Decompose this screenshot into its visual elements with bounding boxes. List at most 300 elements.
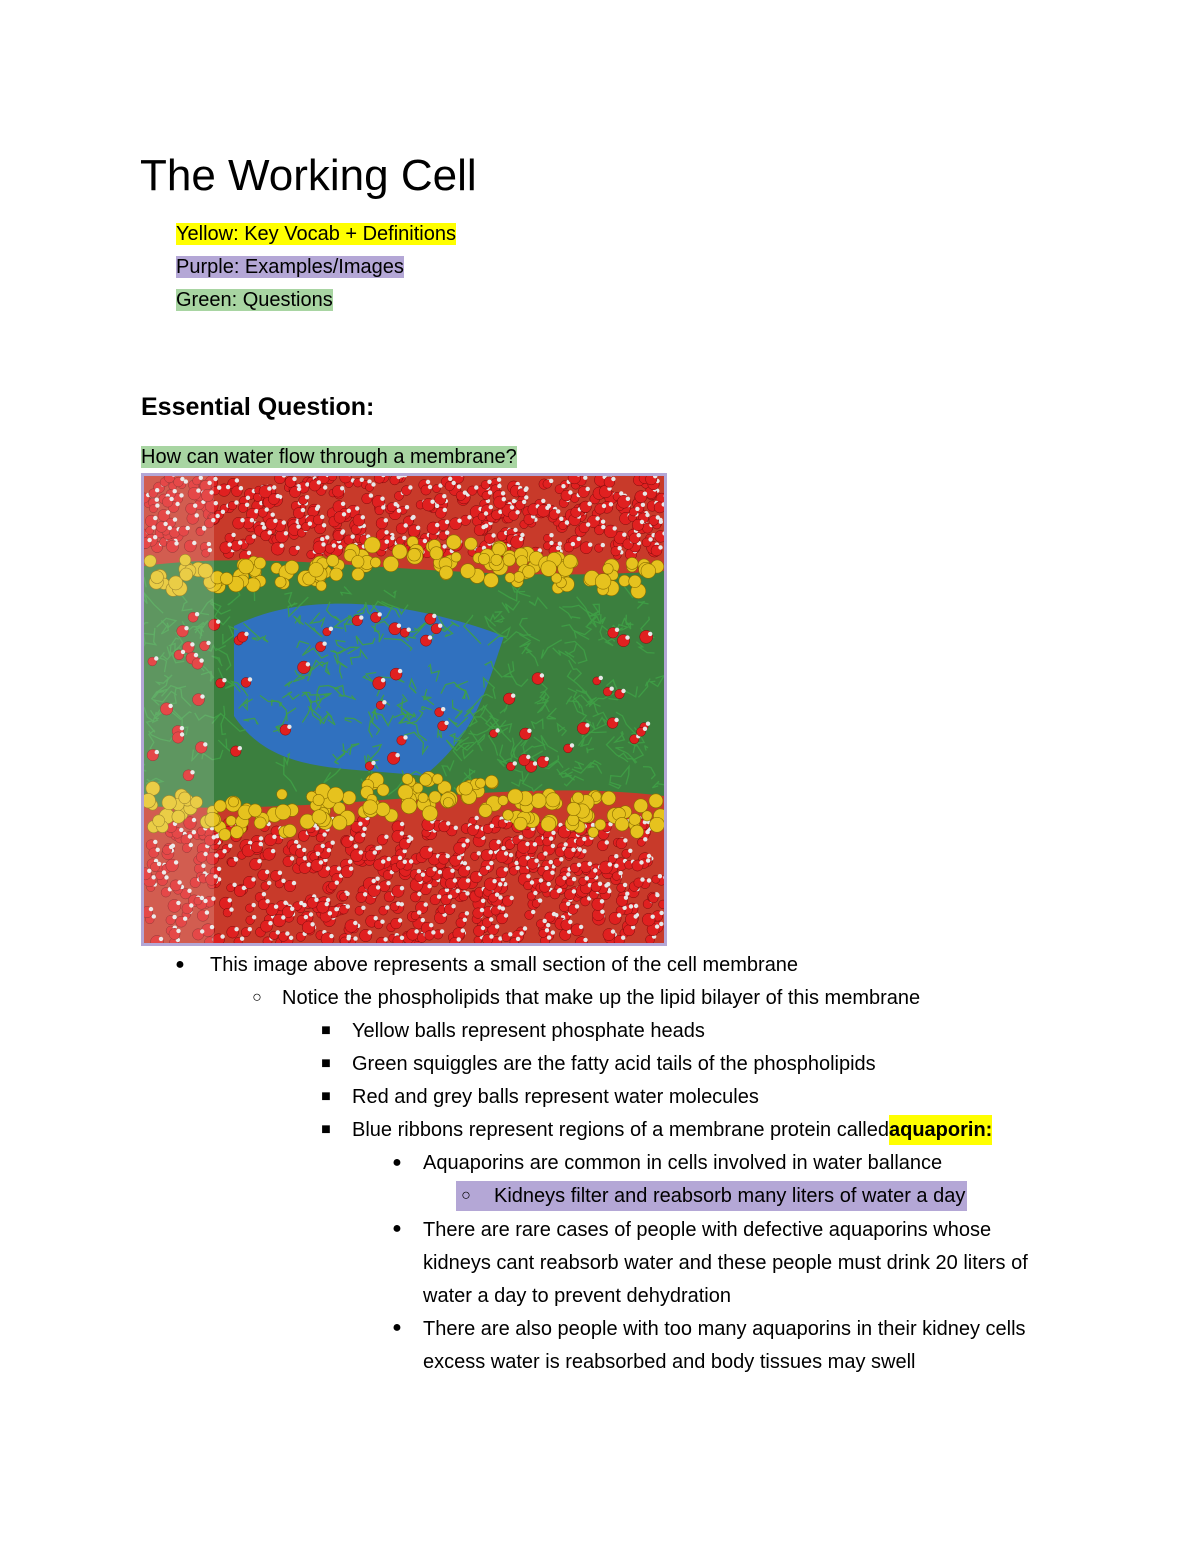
water-hydrogen <box>375 846 379 850</box>
list-item-text: Blue ribbons represent regions of a membrane protein called <box>352 1119 889 1141</box>
water-hydrogen <box>265 870 269 874</box>
water-hydrogen <box>513 761 517 765</box>
water-hydrogen <box>549 541 553 545</box>
water-hydrogen <box>444 721 448 725</box>
water-hydrogen <box>489 917 493 921</box>
water-hydrogen <box>549 836 553 840</box>
water-hydrogen <box>601 520 605 524</box>
water-hydrogen <box>538 898 542 902</box>
essential-question-heading: Essential Question: <box>141 393 375 421</box>
water-hydrogen <box>341 502 345 506</box>
water-hydrogen <box>586 522 590 526</box>
water-hydrogen <box>382 700 386 704</box>
water-hydrogen <box>543 919 547 923</box>
phosphate-head <box>531 793 546 808</box>
water-hydrogen <box>634 914 638 918</box>
phosphate-head <box>432 774 442 784</box>
membrane-image <box>141 473 667 946</box>
water-hydrogen <box>571 848 575 852</box>
water-hydrogen <box>265 507 269 511</box>
water-hydrogen <box>601 543 605 547</box>
phosphate-head <box>603 564 614 575</box>
water-hydrogen <box>484 511 488 515</box>
water-hydrogen <box>486 866 490 870</box>
water-hydrogen <box>248 677 252 681</box>
list-item <box>175 950 799 980</box>
water-hydrogen <box>404 523 408 527</box>
water-hydrogen <box>588 862 592 866</box>
water-hydrogen <box>489 861 493 865</box>
water-hydrogen <box>305 495 309 499</box>
water-hydrogen <box>368 930 372 934</box>
water-hydrogen <box>325 902 329 906</box>
water-hydrogen <box>647 878 651 882</box>
water-hydrogen <box>398 856 402 860</box>
water-hydrogen <box>541 499 545 503</box>
list-item <box>252 983 921 1013</box>
phosphate-head <box>505 573 515 583</box>
phosphate-head <box>309 563 324 578</box>
water-hydrogen <box>659 520 663 524</box>
water-hydrogen <box>278 871 282 875</box>
water-hydrogen <box>398 918 402 922</box>
phosphate-head <box>313 794 324 805</box>
water-hydrogen <box>572 889 576 893</box>
water-hydrogen <box>549 860 553 864</box>
water-hydrogen <box>374 916 378 920</box>
water-hydrogen <box>659 911 663 915</box>
water-hydrogen <box>251 877 255 881</box>
water-hydrogen <box>465 839 469 843</box>
phosphate-head <box>514 817 527 830</box>
phosphate-head <box>440 566 453 579</box>
water-hydrogen <box>639 860 643 864</box>
water-hydrogen <box>345 892 349 896</box>
water-hydrogen <box>655 893 659 897</box>
water-hydrogen <box>385 540 389 544</box>
phosphate-head <box>275 577 286 588</box>
water-hydrogen <box>397 624 401 628</box>
phosphate-head <box>485 775 498 788</box>
water-hydrogen <box>308 522 312 526</box>
water-hydrogen <box>214 853 218 857</box>
water-hydrogen <box>585 876 589 880</box>
water-hydrogen <box>441 707 445 711</box>
water-hydrogen <box>562 876 566 880</box>
water-hydrogen <box>383 937 387 941</box>
water-hydrogen <box>301 508 305 512</box>
water-hydrogen <box>405 505 409 509</box>
water-hydrogen <box>655 924 659 928</box>
water-hydrogen <box>658 545 662 549</box>
water-hydrogen <box>564 842 568 846</box>
water-hydrogen <box>371 482 375 486</box>
water-hydrogen <box>621 689 625 693</box>
legend-purple <box>176 251 456 284</box>
water-hydrogen <box>282 520 286 524</box>
water-hydrogen <box>565 520 569 524</box>
water-hydrogen <box>519 835 523 839</box>
water-hydrogen <box>421 873 425 877</box>
water-hydrogen <box>427 884 431 888</box>
water-hydrogen <box>647 854 651 858</box>
water-hydrogen <box>490 824 494 828</box>
water-hydrogen <box>615 628 619 632</box>
water-hydrogen <box>618 546 622 550</box>
water-hydrogen <box>231 533 235 537</box>
phosphate-head <box>332 816 347 831</box>
phosphate-head <box>465 538 478 551</box>
phosphate-head <box>402 774 413 785</box>
bullet-square-icon: ■ <box>321 1088 331 1105</box>
water-hydrogen <box>623 883 627 887</box>
water-hydrogen <box>417 869 421 873</box>
water-hydrogen <box>497 478 501 482</box>
water-hydrogen <box>448 477 452 481</box>
water-hydrogen <box>545 757 549 761</box>
phosphate-head <box>563 554 577 568</box>
list-item <box>392 1214 1063 1313</box>
water-hydrogen <box>403 735 407 739</box>
water-hydrogen <box>582 849 586 853</box>
water-hydrogen <box>465 891 469 895</box>
water-hydrogen <box>635 507 639 511</box>
water-hydrogen <box>407 839 411 843</box>
water-hydrogen <box>624 896 628 900</box>
water-hydrogen <box>463 861 467 865</box>
water-hydrogen <box>380 497 384 501</box>
water-hydrogen <box>289 936 293 940</box>
water-hydrogen <box>451 904 455 908</box>
water-hydrogen <box>400 936 404 940</box>
water-hydrogen <box>501 846 505 850</box>
water-hydrogen <box>543 851 547 855</box>
water-hydrogen <box>659 922 663 926</box>
water-hydrogen <box>429 923 433 927</box>
water-hydrogen <box>423 539 427 543</box>
bullet-square-icon: ■ <box>321 1022 331 1039</box>
phosphate-head <box>461 564 476 579</box>
water-hydrogen <box>523 926 527 930</box>
water-hydrogen <box>228 844 232 848</box>
water-hydrogen <box>625 635 629 639</box>
water-hydrogen <box>457 485 461 489</box>
list-item-text: There are also people with too many aquaporins in their kidney cells excess water is reabsorbed and body tissues may swell <box>423 1318 1026 1373</box>
water-hydrogen <box>566 902 570 906</box>
water-hydrogen <box>409 859 413 863</box>
water-hydrogen <box>457 937 461 941</box>
phosphate-head <box>546 793 560 807</box>
water-hydrogen <box>634 904 638 908</box>
water-hydrogen <box>656 515 660 519</box>
water-hydrogen <box>322 523 326 527</box>
phosphate-head <box>254 557 266 569</box>
water-hydrogen <box>242 886 246 890</box>
image-haze <box>144 476 214 943</box>
water-hydrogen <box>495 893 499 897</box>
water-hydrogen <box>319 860 323 864</box>
water-hydrogen <box>474 485 478 489</box>
water-hydrogen <box>384 518 388 522</box>
water-hydrogen <box>544 866 548 870</box>
water-hydrogen <box>268 921 272 925</box>
phosphate-head <box>650 817 665 832</box>
list-item-text: Kidneys filter and reabsorb many liters of water a day <box>494 1185 966 1207</box>
water-hydrogen <box>435 523 439 527</box>
water-hydrogen <box>437 895 441 899</box>
water-hydrogen <box>320 537 324 541</box>
water-hydrogen <box>466 878 470 882</box>
water-hydrogen <box>349 837 353 841</box>
water-hydrogen <box>290 856 294 860</box>
water-hydrogen <box>373 850 377 854</box>
phosphate-head <box>283 824 296 837</box>
water-hydrogen <box>426 480 430 484</box>
water-hydrogen <box>637 533 641 537</box>
phosphate-head <box>370 557 380 567</box>
water-hydrogen <box>240 937 244 941</box>
water-hydrogen <box>658 874 662 878</box>
phosphate-head <box>352 556 364 568</box>
water-hydrogen <box>551 930 555 934</box>
legend-green-label: Green: Questions <box>176 289 333 311</box>
water-hydrogen <box>245 503 249 507</box>
water-hydrogen <box>222 678 226 682</box>
water-hydrogen <box>351 535 355 539</box>
phosphate-head <box>226 816 236 826</box>
water-hydrogen <box>338 545 342 549</box>
water-hydrogen <box>267 881 271 885</box>
phosphate-head <box>408 549 421 562</box>
phosphate-head <box>220 572 232 584</box>
water-hydrogen <box>547 935 551 939</box>
phosphate-head <box>327 555 339 567</box>
water-hydrogen <box>232 883 236 887</box>
bullet-disc-icon: ● <box>392 1220 402 1237</box>
water-hydrogen <box>568 490 572 494</box>
water-hydrogen <box>481 899 485 903</box>
water-hydrogen <box>608 862 612 866</box>
phosphate-head <box>316 581 326 591</box>
water-hydrogen <box>613 526 617 530</box>
phosphate-head <box>392 544 407 559</box>
water-hydrogen <box>438 870 442 874</box>
water-hydrogen <box>280 544 284 548</box>
water-hydrogen <box>265 899 269 903</box>
phosphate-head <box>363 800 378 815</box>
water-oxygen <box>655 531 664 543</box>
water-hydrogen <box>510 896 514 900</box>
water-hydrogen <box>283 901 287 905</box>
phosphate-head <box>503 554 516 567</box>
water-hydrogen <box>281 879 285 883</box>
water-hydrogen <box>342 512 346 516</box>
water-hydrogen <box>593 868 597 872</box>
water-hydrogen <box>240 518 244 522</box>
water-hydrogen <box>296 546 300 550</box>
water-hydrogen <box>604 883 608 887</box>
water-hydrogen <box>252 915 256 919</box>
phosphate-head <box>479 804 492 817</box>
phosphate-head <box>541 561 557 577</box>
water-hydrogen <box>398 669 402 673</box>
water-hydrogen <box>430 500 434 504</box>
water-hydrogen <box>533 761 537 765</box>
water-hydrogen <box>495 924 499 928</box>
phosphate-head <box>641 564 656 579</box>
phosphate-head <box>312 810 326 824</box>
water-hydrogen <box>643 492 647 496</box>
water-hydrogen <box>519 537 523 541</box>
water-hydrogen <box>274 905 278 909</box>
water-hydrogen <box>403 860 407 864</box>
water-hydrogen <box>259 842 263 846</box>
phosphate-head <box>377 784 389 796</box>
water-hydrogen <box>397 509 401 513</box>
water-hydrogen <box>456 889 460 893</box>
water-hydrogen <box>387 857 391 861</box>
water-hydrogen <box>488 490 492 494</box>
water-hydrogen <box>491 533 495 537</box>
water-hydrogen <box>556 546 560 550</box>
water-hydrogen <box>320 515 324 519</box>
water-hydrogen <box>369 493 373 497</box>
water-hydrogen <box>214 501 218 505</box>
water-hydrogen <box>384 835 388 839</box>
bullet-circle-icon: ○ <box>252 989 262 1006</box>
water-hydrogen <box>515 510 519 514</box>
water-hydrogen <box>446 854 450 858</box>
water-hydrogen <box>605 840 609 844</box>
water-hydrogen <box>551 831 555 835</box>
water-hydrogen <box>598 882 602 886</box>
water-hydrogen <box>417 910 421 914</box>
water-hydrogen <box>611 477 615 481</box>
water-hydrogen <box>353 921 357 925</box>
water-hydrogen <box>400 822 404 826</box>
water-hydrogen <box>557 889 561 893</box>
water-hydrogen <box>421 918 425 922</box>
phosphate-head <box>508 789 523 804</box>
phosphate-head <box>634 799 648 813</box>
phosphate-head <box>649 794 663 808</box>
water-hydrogen <box>525 842 529 846</box>
water-hydrogen <box>610 687 614 691</box>
water-hydrogen <box>335 881 339 885</box>
water-hydrogen <box>297 487 301 491</box>
water-hydrogen <box>457 856 461 860</box>
water-hydrogen <box>229 907 233 911</box>
water-hydrogen <box>307 863 311 867</box>
water-hydrogen <box>622 533 626 537</box>
bullet-disc-icon: ● <box>392 1154 402 1171</box>
water-hydrogen <box>262 525 266 529</box>
water-hydrogen <box>381 678 385 682</box>
water-hydrogen <box>248 927 252 931</box>
water-hydrogen <box>361 833 365 837</box>
water-hydrogen <box>578 847 582 851</box>
water-hydrogen <box>217 867 221 871</box>
water-hydrogen <box>347 509 351 513</box>
water-hydrogen <box>321 542 325 546</box>
water-hydrogen <box>534 859 538 863</box>
water-hydrogen <box>450 869 454 873</box>
water-hydrogen <box>315 507 319 511</box>
water-hydrogen <box>407 628 411 632</box>
list-item-text: Green squiggles are the fatty acid tails of the phospholipids <box>352 1053 876 1075</box>
water-hydrogen <box>292 477 296 481</box>
water-hydrogen <box>530 880 534 884</box>
phosphate-head <box>219 829 231 841</box>
water-hydrogen <box>623 838 627 842</box>
water-hydrogen <box>408 485 412 489</box>
water-hydrogen <box>495 728 499 732</box>
water-hydrogen <box>257 859 261 863</box>
water-hydrogen <box>614 864 618 868</box>
water-hydrogen <box>332 543 336 547</box>
essential-question-highlight: How can water flow through a membrane? <box>141 446 517 468</box>
water-hydrogen <box>372 879 376 883</box>
water-hydrogen <box>337 866 341 870</box>
list-item <box>392 1148 943 1178</box>
water-hydrogen <box>309 912 313 916</box>
water-hydrogen <box>348 860 352 864</box>
water-hydrogen <box>360 478 364 482</box>
water-hydrogen <box>371 761 375 765</box>
water-hydrogen <box>317 480 321 484</box>
water-hydrogen <box>222 849 226 853</box>
phosphate-head <box>328 787 344 803</box>
water-hydrogen <box>442 494 446 498</box>
water-hydrogen <box>552 912 556 916</box>
water-hydrogen <box>571 542 575 546</box>
water-hydrogen <box>443 508 447 512</box>
water-hydrogen <box>556 509 560 513</box>
water-hydrogen <box>641 503 645 507</box>
water-hydrogen <box>585 723 589 727</box>
water-hydrogen <box>550 871 554 875</box>
water-hydrogen <box>390 536 394 540</box>
water-hydrogen <box>513 528 517 532</box>
water-hydrogen <box>354 844 358 848</box>
water-hydrogen <box>432 614 436 618</box>
water-hydrogen <box>359 615 363 619</box>
water-hydrogen <box>600 899 604 903</box>
water-hydrogen <box>428 485 432 489</box>
water-hydrogen <box>487 480 491 484</box>
water-hydrogen <box>527 729 531 733</box>
water-hydrogen <box>640 877 644 881</box>
water-hydrogen <box>504 867 508 871</box>
water-hydrogen <box>445 520 449 524</box>
phosphate-head <box>231 826 244 839</box>
phosphate-head <box>451 552 461 562</box>
phosphate-head <box>383 556 398 571</box>
water-hydrogen <box>559 517 563 521</box>
water-hydrogen <box>600 910 604 914</box>
water-hydrogen <box>501 491 505 495</box>
water-hydrogen <box>271 513 275 517</box>
water-hydrogen <box>583 938 587 942</box>
water-hydrogen <box>267 486 271 490</box>
phosphate-head <box>459 782 472 795</box>
phosphate-head <box>228 797 238 807</box>
water-hydrogen <box>609 502 613 506</box>
water-hydrogen <box>400 886 404 890</box>
water-hydrogen <box>577 863 581 867</box>
water-hydrogen <box>327 848 331 852</box>
water-hydrogen <box>463 918 467 922</box>
